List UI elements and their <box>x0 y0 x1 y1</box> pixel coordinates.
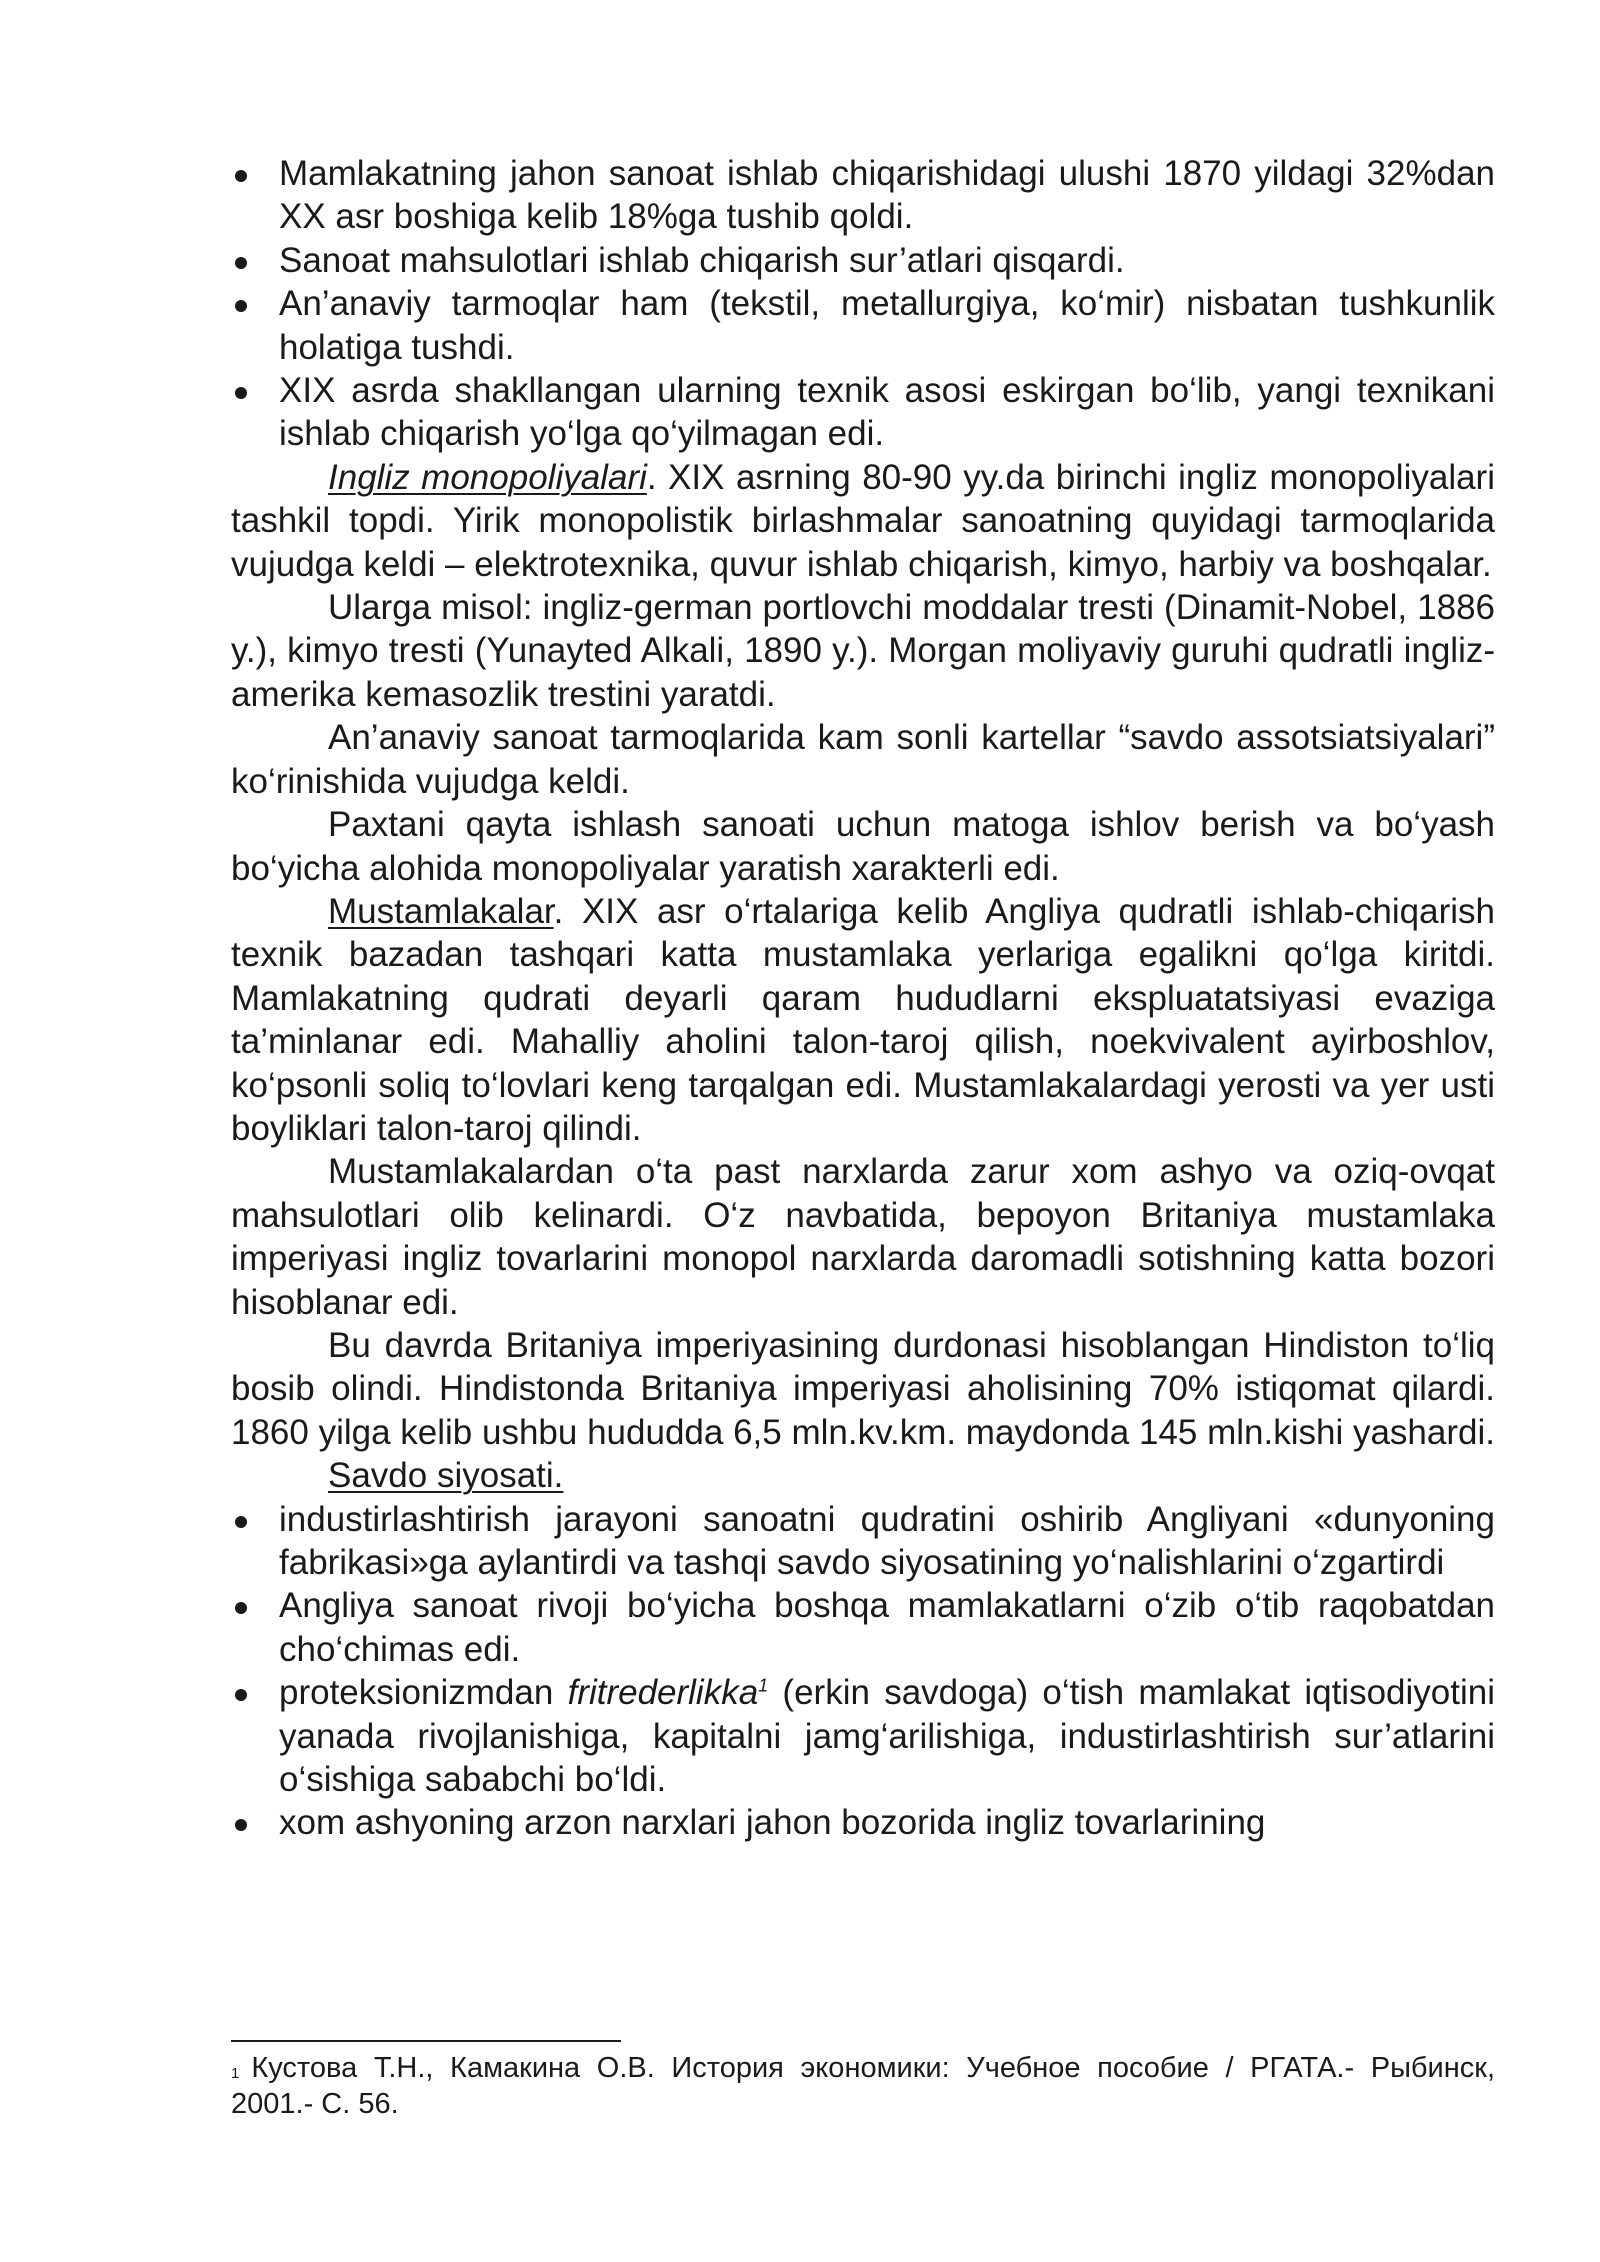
footnote-text: Кустова Т.Н., Камакина О.В. История экономики: Учебное пособие / РГАТА.- Рыбинск, 2001.- С. 56. <box>231 2052 1495 2120</box>
italic-term: fritrederlikka <box>567 1673 759 1713</box>
list-item <box>231 1584 1495 1671</box>
paragraph-raw-materials: Mustamlakalardan o‘ta past narxlarda zarur xom ashyo va oziq-ovqat mahsulotlari olib kelinardi. O‘z navbatida, bepoyon Britaniya mustamlaka imperiyasi ingliz tovarlarini monopol narxlarda daromadli sotishning katta bozori hisoblanar edi. <box>231 1152 1495 1322</box>
paragraph-traditional: An’anaviy sanoat tarmoqlarida kam sonli kartellar “savdo assotsiatsiyalari” ko‘rinishida vujudga keldi. <box>231 718 1495 801</box>
paragraph-colonies <box>231 890 1495 1150</box>
list-item <box>231 282 1495 369</box>
footnote <box>231 2050 1495 2122</box>
bullet-list-trade <box>231 1498 1495 1845</box>
list-item-text: xom ashyoning arzon narxlari jahon bozorida ingliz tovarlarining <box>279 1803 1266 1843</box>
list-item <box>231 1801 1495 1844</box>
bullet-icon <box>235 1602 247 1614</box>
list-item <box>231 152 1495 239</box>
bullet-icon <box>235 1516 247 1528</box>
bullet-icon <box>235 300 247 312</box>
paragraph-text: . XIX asr o‘rtalariga kelib Angliya qudratli ishlab-chiqarish texnik bazadan tashqari katta mustamlaka yerlariga egalikni qo‘lga kiritdi. Mamlakatning qudrati deyarli qaram hududlarni ekspluatatsiyasi evaziga ta’minlanar edi. Mahalliy aholini talon-taroj qilish, noekvivalent ayirboshlov, ko‘psonli soliq to‘lovlari keng tarqalgan edi. Mustamlakalardagi yerosti va yer usti boyliklari talon-taroj qilindi. <box>231 891 1495 1148</box>
section-heading-colonies: Mustamlakalar <box>328 891 554 931</box>
list-item-text: proteksionizmdan <box>279 1673 568 1713</box>
list-item <box>231 369 1495 456</box>
bullet-icon <box>235 257 247 269</box>
section-heading-monopolies: Ingliz monopoliyalari <box>328 457 647 497</box>
main-text <box>231 152 1495 1845</box>
paragraph-examples: Ularga misol: ingliz-german portlovchi moddalar tresti (Dinamit-Nobel, 1886 y.), kimyo tresti (Yunayted Alkali, 1890 y.). Morgan moliyaviy guruhi qudratli ingliz-amerika kemasozlik trestini yaratdi. <box>231 588 1495 714</box>
list-item-text: Angliya sanoat rivoji bo‘yicha boshqa mamlakatlarni o‘zib o‘tib raqobatdan cho‘chimas edi. <box>279 1586 1495 1669</box>
paragraph-cotton: Paxtani qayta ishlash sanoati uchun matoga ishlov berish va bo‘yash bo‘yicha alohida monopoliyalar yaratish xarakterli edi. <box>231 805 1495 888</box>
list-item-text: Mamlakatning jahon sanoat ishlab chiqarishidagi ulushi 1870 yildagi 32%dan XX asr boshiga kelib 18%ga tushib qoldi. <box>279 154 1495 237</box>
list-item <box>231 239 1495 282</box>
bullet-icon <box>235 1819 247 1831</box>
paragraph-india: Bu davrda Britaniya imperiyasining durdonasi hisoblangan Hindiston to‘liq bosib olindi. Hindistonda Britaniya imperiyasi aholisining 70% istiqomat qilardi. 1860 yilga kelib ushbu hududda 6,5 mln.kv.km. maydonda 145 mln.kishi yashardi. <box>231 1325 1495 1452</box>
list-item <box>231 1671 1495 1801</box>
footnote-separator <box>231 2040 621 2042</box>
paragraph-text: . XIX asrning 80-90 yy.da birinchi ingliz monopoliyalari tashkil topdi. Yirik monopolistik birlashmalar sanoatning quyidagi tarmoqlarida vujudga keldi – elektrotexnika, quvur ishlab chiqarish, kimyo, harbiy va boshqalar. <box>231 457 1495 584</box>
footnote-reference[interactable]: 1 <box>758 1675 769 1696</box>
trade-heading-text: Savdo siyosati. <box>328 1456 564 1496</box>
bullet-list-top <box>231 152 1495 456</box>
footnote-number: 1 <box>231 2065 240 2082</box>
list-item-text: An’anaviy tarmoqlar ham (tekstil, metallurgiya, ko‘mir) nisbatan tushkunlik holatiga tushdi. <box>279 284 1495 367</box>
bullet-icon <box>235 1689 247 1701</box>
bullet-icon <box>235 387 247 399</box>
list-item-text: XIX asrda shakllangan ularning texnik asosi eskirgan bo‘lib, yangi texnikani ishlab chiqarish yo‘lga qo‘yilmagan edi. <box>279 371 1495 454</box>
list-item-text: (erkin savdoga) o‘tish mamlakat iqtisodiyotini yanada rivojlanishiga, kapitalni jamg‘arilishiga, industirlashtirish sur’atlarini o‘sishiga sababchi bo‘ldi. <box>279 1673 1495 1800</box>
list-item-text: industirlashtirish jarayoni sanoatni qudratini oshirib Angliyani «dunyoning fabrikasi»ga aylantirdi va tashqi savdo siyosatining yo‘nalishlarini o‘zgartirdi <box>279 1499 1495 1582</box>
paragraph-monopolies <box>231 456 1495 586</box>
section-heading-trade <box>231 1454 1495 1497</box>
list-item <box>231 1498 1495 1585</box>
list-item-text: Sanoat mahsulotlari ishlab chiqarish sur’atlari qisqardi. <box>279 240 1125 280</box>
bullet-icon <box>235 170 247 182</box>
